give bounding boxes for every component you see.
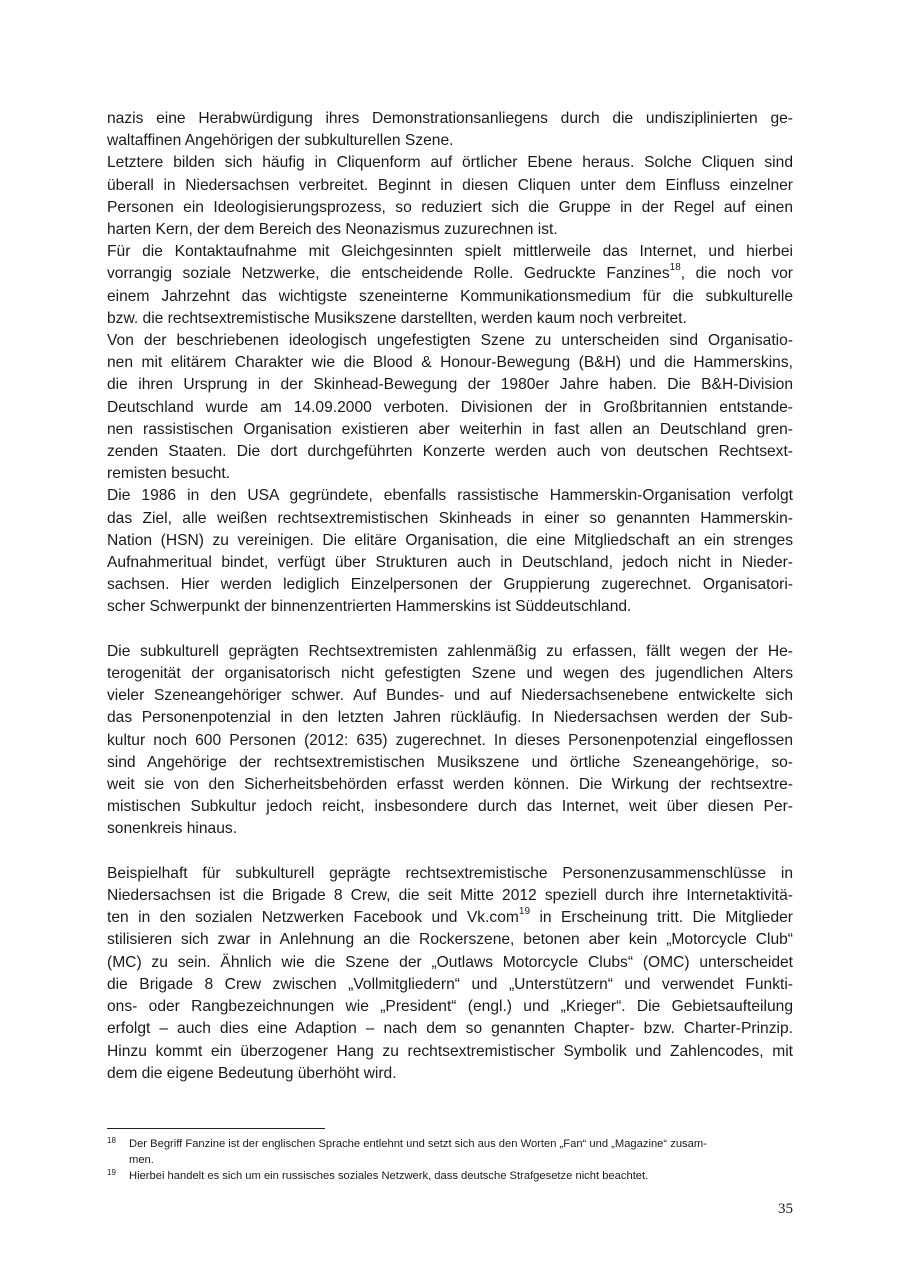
text-segment: vorrangig soziale Netzwerke, die entscheidende Rolle. Gedruckte Fanzines	[107, 265, 670, 283]
text-line: Von der beschriebenen ideologisch ungefestigten Szene zu unterscheiden sind Organisatio-	[107, 332, 793, 350]
text-line: (MC) zu sein. Ähnlich wie die Szene der „Outlaws Motorcycle Clubs“ (OMC) unterscheidet	[107, 953, 793, 971]
text-line: Die 1986 in den USA gegründete, ebenfalls rassistische Hammerskin-Organisation verfolgt	[107, 487, 793, 505]
paragraph	[107, 485, 793, 618]
footnote-number: 19	[107, 1168, 116, 1177]
text-line: Letztere bilden sich häufig in Cliquenform auf örtlicher Ebene heraus. Solche Cliquen sind	[107, 154, 793, 172]
text-line: das Personenpotenzial in den letzten Jahren rückläufig. In Niedersachsen werden der Sub-	[107, 709, 793, 727]
text-segment: in Erscheinung tritt. Die Mitglieder	[530, 909, 793, 927]
paragraph	[107, 863, 793, 1085]
text-line: erfolgt – auch dies eine Adaption – nach dem so genannten Chapter- bzw. Charter-Prinzip.	[107, 1020, 793, 1038]
text-line: überall in Niedersachsen verbreitet. Beginnt in diesen Cliquen unter dem Einfluss einzelner	[107, 176, 793, 194]
paragraph	[107, 330, 793, 485]
paragraph-gap	[107, 619, 793, 641]
text-line	[107, 907, 793, 929]
text-line: waltaffinen Angehörigen der subkulturellen Szene.	[107, 132, 454, 150]
footnote-ref: 18	[669, 262, 681, 274]
text-segment: , die noch vor	[680, 265, 793, 283]
paragraph	[107, 152, 793, 241]
text-line: weit sie von den Sicherheitsbehörden erfasst werden können. Die Wirkung der rechtsextre-	[107, 776, 793, 794]
text-line: terogenität der organisatorisch nicht gefestigten Szene und wegen des jugendlichen Alters	[107, 665, 793, 683]
text-line: harten Kern, der dem Bereich des Neonazismus zuzurechnen ist.	[107, 221, 558, 239]
text-line: Die subkulturell geprägten Rechtsextremisten zahlenmäßig zu erfassen, fällt wegen der He-	[107, 642, 793, 660]
text-line: das Ziel, alle weißen rechtsextremistischen Skinheads in einer so genannten Hammerskin-	[107, 509, 793, 527]
footnote-ref: 19	[518, 906, 531, 918]
text-line: Beispielhaft für subkulturell geprägte rechtsextremistische Personenzusammenschlüsse in	[107, 864, 793, 882]
text-line: remisten besucht.	[107, 465, 231, 483]
text-line: Niedersachsen ist die Brigade 8 Crew, die seit Mitte 2012 speziell durch ihre Internetaktivitä-	[107, 887, 793, 905]
text-line: nazis eine Herabwürdigung ihres Demonstrationsanliegens durch die undisziplinierten ge-	[107, 110, 793, 127]
text-line: zenden Staaten. Die dort durchgeführten Konzerte werden auch von deutschen Rechtsext-	[107, 443, 793, 461]
text-line: stilisieren sich zwar in Anlehnung an die Rockerszene, betonen aber kein „Motorcycle Club“	[107, 931, 793, 949]
text-line: ons- oder Rangbezeichnungen wie „President“ (engl.) und „Krieger“. Die Gebietsaufteilung	[107, 998, 793, 1016]
text-line: scher Schwerpunkt der binnenzentrierten Hammerskins ist Süddeutschland.	[107, 598, 632, 616]
text-line: mistischen Subkultur jedoch reicht, insbesondere durch das Internet, weit über diesen Per-	[107, 798, 793, 816]
text-line: Nation (HSN) zu vereinigen. Die elitäre Organisation, die eine Mitgliedschaft an ein strenges	[107, 531, 793, 549]
text-line: dem die eigene Bedeutung überhöht wird.	[107, 1064, 397, 1082]
text-line: vieler Szeneangehöriger schwer. Auf Bundes- und auf Niedersachsenebene entwickelte sich	[107, 687, 793, 705]
text-line: Aufnahmeritual bindet, verfügt über Strukturen auch in Deutschland, jedoch nicht in Nieder-	[107, 554, 793, 572]
text-line: sind Angehörige der rechtsextremistischen Musikszene und örtliche Szeneangehörige, so-	[107, 753, 793, 771]
text-line: sachsen. Hier werden lediglich Einzelpersonen der Gruppierung zugerechnet. Organisatori-	[107, 576, 793, 594]
footnote-line: Hierbei handelt es sich um ein russisches soziales Netzwerk, dass deutsche Strafgesetze nicht beachtet.	[129, 1170, 649, 1182]
text-line: Personen ein Ideologisierungsprozess, so reduziert sich die Gruppe in der Regel auf einen	[107, 198, 793, 216]
paragraph	[107, 108, 793, 152]
paragraph	[107, 241, 793, 330]
text-line: bzw. die rechtsextremistische Musikszene darstellten, werden kaum noch verbreitet.	[107, 309, 687, 327]
text-segment: ten in den sozialen Netzwerken Facebook und Vk.com	[107, 909, 519, 927]
text-line: die Brigade 8 Crew zwischen „Vollmitgliedern“ und „Unterstützern“ und verwendet Funkti-	[107, 975, 793, 993]
text-line: Für die Kontaktaufnahme mit Gleichgesinnten spielt mittlerweile das Internet, und hierbei	[107, 243, 793, 261]
text-line: einem Jahrzehnt das wichtigste szeneinterne Kommunikationsmedium für die subkulturelle	[107, 287, 793, 305]
footnote-line: Der Begriff Fanzine ist der englischen Sprache entlehnt und setzt sich aus den Worten „Fan“ und „Magazine“ zusam-	[129, 1138, 707, 1150]
paragraph-gap	[107, 841, 793, 863]
text-line: nen mit elitärem Charakter wie die Blood & Honour-Bewegung (B&H) und die Hammerskins,	[107, 354, 793, 372]
text-line	[107, 263, 793, 285]
text-line: Deutschland wurde am 14.09.2000 verboten. Divisionen der in Großbritannien entstande-	[107, 398, 793, 416]
text-line: nen rassistischen Organisation existieren aber weiterhin in fast allen an Deutschland gren-	[107, 420, 793, 438]
footnotes	[107, 1136, 793, 1184]
text-line: die ihren Ursprung in der Skinhead-Bewegung der 1980er Jahre haben. Die B&H-Division	[107, 376, 793, 394]
footnote	[107, 1136, 793, 1168]
body-text	[107, 108, 793, 1085]
footnote-number: 18	[107, 1136, 116, 1145]
paragraph	[107, 641, 793, 841]
text-line: sonenkreis hinaus.	[107, 820, 238, 838]
footnote	[107, 1168, 793, 1184]
footnote-line: men.	[129, 1154, 154, 1166]
text-line: Hinzu kommt ein überzogener Hang zu rechtsextremistischer Symbolik und Zahlencodes, mit	[107, 1042, 793, 1060]
page-number: 35	[778, 1201, 793, 1217]
text-line: kultur noch 600 Personen (2012: 635) zugerechnet. In dieses Personenpotenzial eingeflossen	[107, 731, 793, 749]
footnote-divider	[107, 1128, 325, 1129]
